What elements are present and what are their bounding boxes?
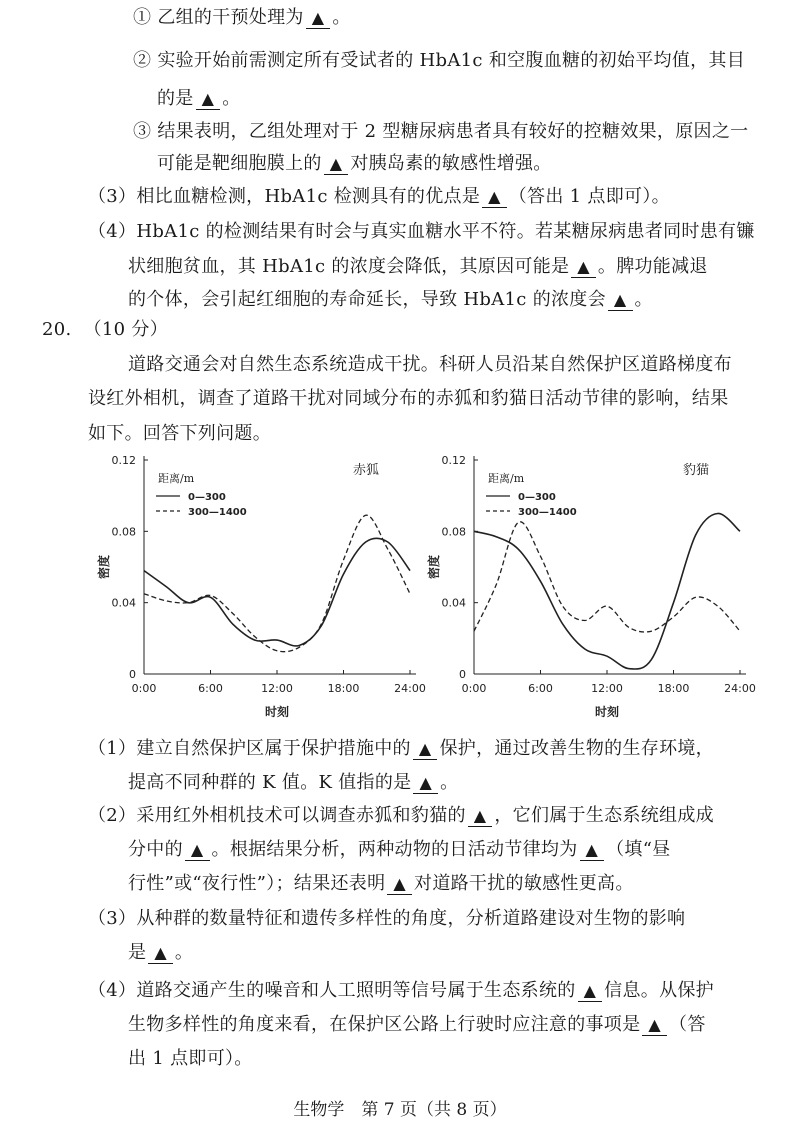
q19-part2-sub3-line1: ③ 结果表明，乙组处理对于 2 型糖尿病患者具有较好的控糖效果，原因之一 — [133, 121, 749, 142]
x-axis-label: 时刻 — [594, 705, 620, 719]
answer-blank[interactable]: ▲ — [306, 8, 331, 29]
legend-title: 距离/m — [488, 472, 525, 485]
series-line-near — [474, 513, 740, 669]
series-line-far — [144, 515, 410, 651]
answer-blank[interactable]: ▲ — [571, 257, 596, 278]
answer-blank[interactable]: ▲ — [578, 981, 603, 1002]
x-tick-label: 12:00 — [591, 682, 623, 695]
page-footer: 生物学 第 7 页（共 8 页） — [293, 1100, 507, 1120]
x-tick-label: 18:00 — [657, 682, 690, 695]
q20-part4-line3: 出 1 点即可）。 — [128, 1048, 253, 1069]
q19-part4-line2: 状细胞贫血，其 HbA1c 的浓度会降低，其原因可能是 ▲ 。脾功能减退 — [128, 256, 708, 277]
y-tick-label: 0.04 — [111, 596, 136, 610]
y-tick-label: 0.12 — [441, 454, 466, 467]
y-tick-label: 0 — [459, 668, 466, 681]
x-tick-label: 6:00 — [198, 682, 223, 695]
x-tick-label: 24:00 — [724, 682, 756, 695]
x-tick-label: 6:00 — [528, 682, 553, 695]
q19-part3: （3）相比血糖检测，HbA1c 检测具有的优点是 ▲ （答出 1 点即可）。 — [88, 186, 670, 207]
x-tick-label: 12:00 — [261, 682, 293, 695]
answer-blank[interactable]: ▲ — [413, 773, 438, 794]
series-line-far — [474, 522, 740, 632]
q19-part2-sub2-line2: 的是 ▲ 。 — [157, 88, 241, 109]
y-tick-label: 0 — [129, 668, 136, 681]
q20-part2-line3: 行性”或“夜行性”）；结果还表明 ▲ 对道路干扰的敏感性更高。 — [128, 873, 634, 894]
q19-part4-line1: （4）HbA1c 的检测结果有时会与真实血糖水平不符。若某糖尿病患者同时患有镰 — [88, 221, 755, 242]
q19-part2-sub2-line1: ② 实验开始前需测定所有受试者的 HbA1c 和空腹血糖的初始平均值，其目 — [133, 50, 746, 71]
answer-blank[interactable]: ▲ — [387, 874, 412, 895]
q20-part2-line1: （2）采用红外相机技术可以调查赤狐和豹猫的 ▲ ，它们属于生态系统组成成 — [88, 805, 714, 826]
answer-blank[interactable]: ▲ — [468, 806, 493, 827]
legend-label: 300—1400 — [518, 507, 577, 518]
answer-blank[interactable]: ▲ — [608, 290, 633, 311]
q20-part3-line1: （3）从种群的数量特征和遗传多样性的角度，分析道路建设对生物的影响 — [88, 908, 686, 929]
q20-part3-line2: 是 ▲ 。 — [128, 942, 194, 963]
chart-leopard-cat — [410, 452, 760, 722]
x-tick-label: 18:00 — [327, 682, 360, 695]
y-tick-label: 0.08 — [441, 525, 466, 539]
q19-part2-sub1: ① 乙组的干预处理为 ▲ 。 — [133, 7, 351, 28]
question-number: 20. — [42, 319, 72, 340]
q20-part4-line2: 生物多样性的角度来看，在保护区公路上行驶时应注意的事项是 ▲ （答 — [128, 1014, 706, 1035]
legend-label: 300—1400 — [188, 507, 247, 518]
legend-label: 0—300 — [188, 492, 226, 503]
y-axis-label: 密度 — [97, 554, 111, 580]
y-tick-label: 0.08 — [111, 525, 136, 539]
q19-part4-line3: 的个体，会引起红细胞的寿命延长，导致 HbA1c 的浓度会 ▲ 。 — [128, 289, 653, 310]
answer-blank[interactable]: ▲ — [196, 89, 221, 110]
answer-blank[interactable]: ▲ — [580, 840, 605, 861]
x-axis-label: 时刻 — [264, 705, 290, 719]
q20-part1-line1: （1）建立自然保护区属于保护措施中的 ▲ 保护，通过改善生物的生存环境， — [88, 738, 714, 759]
chart-title: 豹猫 — [682, 463, 710, 478]
question-points: （10 分） — [83, 319, 169, 340]
x-tick-label: 24:00 — [394, 682, 426, 695]
chart-title: 赤狐 — [352, 463, 380, 478]
answer-blank[interactable]: ▲ — [148, 943, 173, 964]
answer-blank[interactable]: ▲ — [482, 187, 507, 208]
legend-label: 0—300 — [518, 492, 556, 503]
q20-intro-line1: 道路交通会对自然生态系统造成干扰。科研人员沿某自然保护区道路梯度布 — [128, 354, 732, 375]
answer-blank[interactable]: ▲ — [413, 739, 438, 760]
legend-title: 距离/m — [158, 472, 195, 485]
q20-intro-line2: 设红外相机，调查了道路干扰对同域分布的赤狐和豹猫日活动节律的影响，结果 — [88, 388, 729, 409]
answer-blank[interactable]: ▲ — [642, 1015, 667, 1036]
y-tick-label: 0.04 — [441, 596, 466, 610]
answer-blank[interactable]: ▲ — [185, 840, 210, 861]
leopard-cat-activity-chart — [410, 452, 760, 722]
y-tick-label: 0.12 — [111, 454, 136, 467]
q20-part2-line2: 分中的 ▲ 。根据结果分析，两种动物的日活动节律均为 ▲ （填“昼 — [128, 839, 671, 860]
red-fox-activity-chart — [80, 452, 430, 722]
x-tick-label: 0:00 — [461, 682, 487, 695]
q20-intro-line3: 如下。回答下列问题。 — [88, 423, 271, 444]
x-tick-label: 0:00 — [131, 682, 157, 695]
q20-part1-line2: 提高不同种群的 K 值。K 值指的是 ▲ 。 — [128, 772, 459, 793]
q19-part2-sub3-line2: 可能是靶细胞膜上的 ▲ 对胰岛素的敏感性增强。 — [157, 153, 552, 174]
chart-red-fox — [80, 452, 430, 722]
series-line-near — [144, 538, 410, 646]
q20-header — [42, 317, 168, 343]
q20-part4-line1: （4）道路交通产生的噪音和人工照明等信号属于生态系统的 ▲ 信息。从保护 — [88, 980, 714, 1001]
y-axis-label: 密度 — [427, 554, 441, 580]
answer-blank[interactable]: ▲ — [324, 154, 349, 175]
